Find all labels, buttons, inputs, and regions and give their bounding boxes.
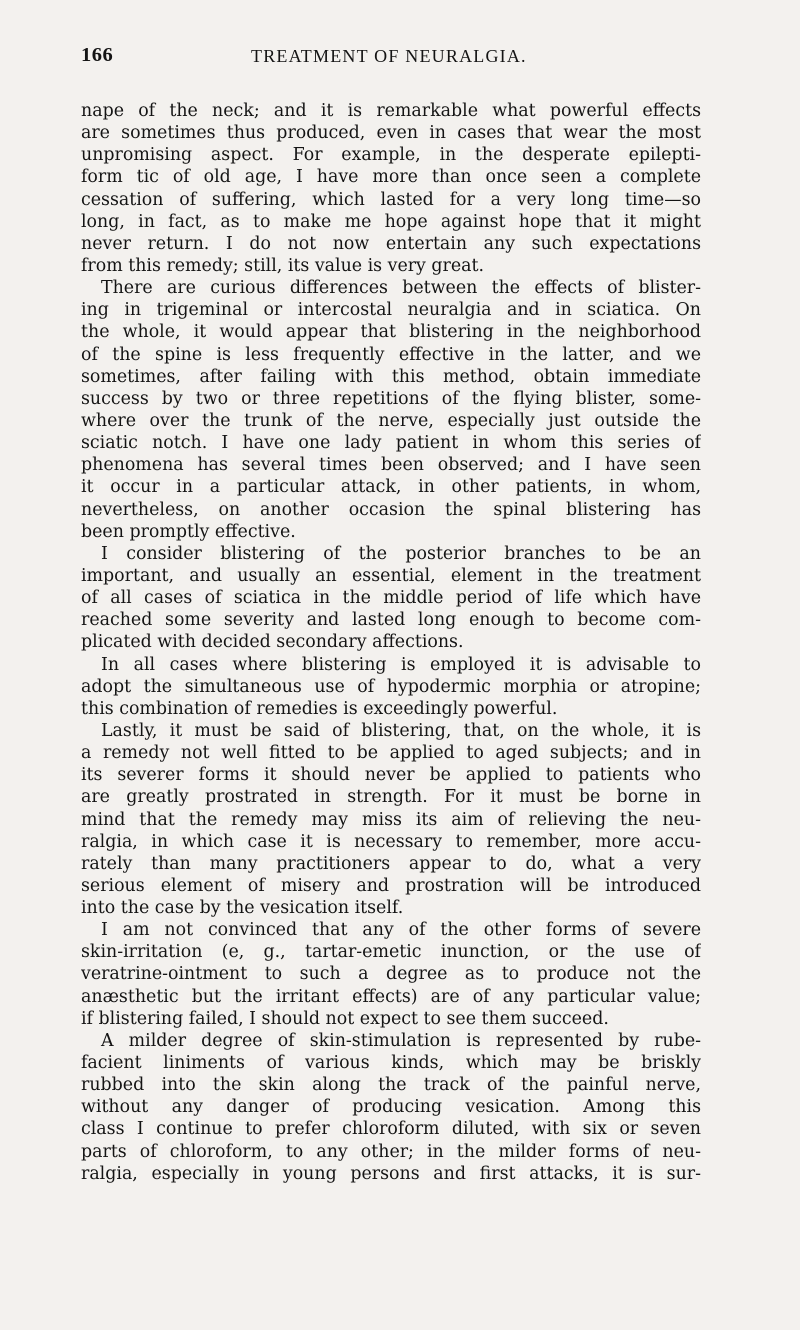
text-line: sometimes, after failing with this method, obtain immediate bbox=[81, 366, 701, 387]
text-line: from this remedy; still, its value is very great. bbox=[81, 255, 485, 276]
text-line: into the case by the vesication itself. bbox=[81, 898, 404, 919]
text-line: never return. I do not now entertain any such expectations bbox=[81, 233, 701, 254]
text-line: this combination of remedies is exceedingly powerful. bbox=[81, 698, 558, 719]
text-line: ing in trigeminal or intercostal neuralgia and in sciatica. On bbox=[81, 300, 701, 321]
text-line: plicated with decided secondary affections. bbox=[81, 632, 464, 653]
text-line: veratrine-ointment to such a degree as to produce not the bbox=[81, 964, 701, 985]
text-line: There are curious differences between the effects of blister- bbox=[101, 278, 701, 299]
page-number: 166 bbox=[81, 44, 114, 66]
text-line: facient liniments of various kinds, which may be briskly bbox=[81, 1053, 701, 1074]
text-line: it occur in a particular attack, in other patients, in whom, bbox=[81, 477, 701, 498]
text-line: parts of chloroform, to any other; in the milder forms of neu- bbox=[81, 1141, 701, 1162]
text-line: ralgia, in which case it is necessary to remember, more accu- bbox=[81, 831, 701, 852]
text-line: cessation of suffering, which lasted for a very long time—so bbox=[81, 189, 701, 210]
text-line: A milder degree of skin-stimulation is represented by rube- bbox=[101, 1030, 701, 1051]
text-line: where over the trunk of the nerve, especially just outside the bbox=[81, 410, 701, 431]
text-line: a remedy not well fitted to be applied to aged subjects; and in bbox=[81, 743, 701, 764]
text-line: phenomena has several times been observed; and I have seen bbox=[81, 455, 701, 476]
text-line: success by two or three repetitions of the flying blister, some- bbox=[81, 388, 701, 409]
text-line: I consider blistering of the posterior branches to be an bbox=[101, 543, 701, 564]
text-line: the whole, it would appear that blistering in the neighborhood bbox=[81, 322, 701, 343]
text-line: ralgia, especially in young persons and first attacks, it is sur- bbox=[81, 1163, 701, 1184]
text-line: rately than many practitioners appear to do, what a very bbox=[81, 853, 701, 874]
text-line: sciatic notch. I have one lady patient in whom this series of bbox=[81, 433, 701, 454]
text-line: been promptly effective. bbox=[81, 521, 296, 542]
text-line: serious element of misery and prostration will be introduced bbox=[81, 875, 701, 896]
text-line: mind that the remedy may miss its aim of relieving the neu- bbox=[81, 809, 701, 830]
running-title: TREATMENT OF NEURALGIA. bbox=[251, 46, 527, 66]
body-text bbox=[81, 100, 701, 1185]
text-line: form tic of old age, I have more than once seen a complete bbox=[81, 167, 701, 188]
text-line: Lastly, it must be said of blistering, that, on the whole, it is bbox=[101, 720, 701, 741]
text-line: unpromising aspect. For example, in the desperate epilepti- bbox=[81, 145, 701, 166]
text-line: its severer forms it should never be applied to patients who bbox=[81, 765, 701, 786]
text-line: long, in fact, as to make me hope against hope that it might bbox=[81, 211, 701, 232]
text-line: rubbed into the skin along the track of the painful nerve, bbox=[81, 1075, 701, 1096]
text-line: anæsthetic but the irritant effects) are of any particular value; bbox=[81, 986, 701, 1007]
text-line: skin-irritation (e, g., tartar-emetic inunction, or the use of bbox=[81, 942, 701, 963]
text-line: important, and usually an essential, element in the treatment bbox=[81, 565, 701, 586]
text-line: of all cases of sciatica in the middle period of life which have bbox=[81, 588, 701, 609]
text-line: without any danger of producing vesication. Among this bbox=[81, 1097, 701, 1118]
text-line: adopt the simultaneous use of hypodermic morphia or atropine; bbox=[81, 676, 701, 697]
text-line: class I continue to prefer chloroform diluted, with six or seven bbox=[81, 1119, 701, 1140]
text-line: reached some severity and lasted long enough to become com- bbox=[81, 610, 701, 631]
text-line: nape of the neck; and it is remarkable what powerful effects bbox=[81, 101, 701, 121]
text-line: In all cases where blistering is employed it is advisable to bbox=[101, 654, 701, 675]
text-line: nevertheless, on another occasion the spinal blistering has bbox=[81, 499, 701, 520]
text-line: if blistering failed, I should not expect to see them succeed. bbox=[81, 1008, 609, 1029]
text-line: are sometimes thus produced, even in cases that wear the most bbox=[81, 123, 701, 144]
text-line: I am not convinced that any of the other forms of severe bbox=[101, 920, 701, 941]
page-header bbox=[81, 44, 695, 74]
text-line: of the spine is less frequently effective in the latter, and we bbox=[81, 344, 701, 365]
text-line: are greatly prostrated in strength. For it must be borne in bbox=[81, 787, 701, 808]
